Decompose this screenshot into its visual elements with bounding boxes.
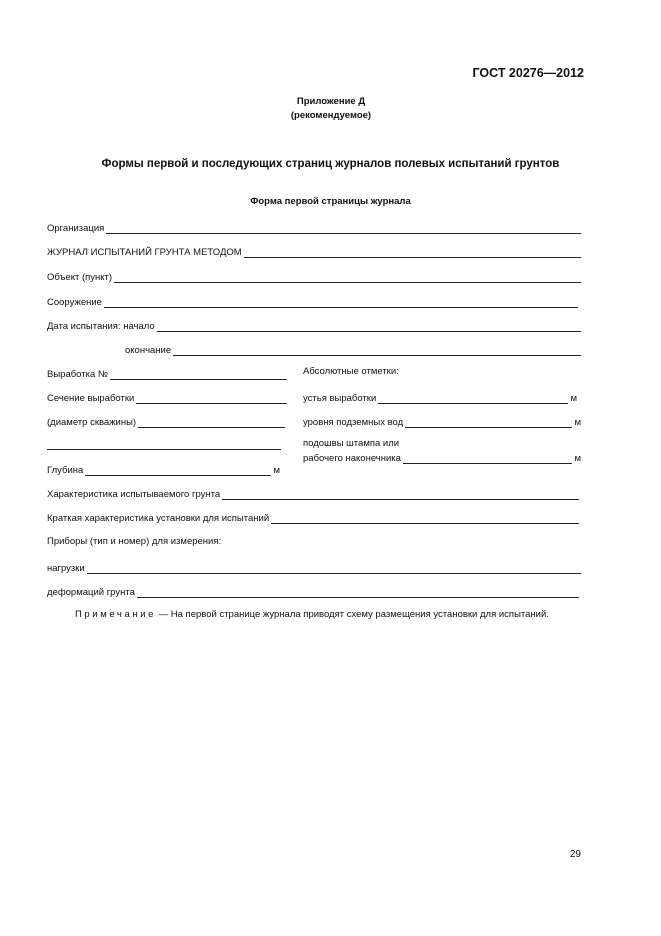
organization-field[interactable]	[106, 223, 581, 234]
journal-row	[47, 244, 581, 258]
stamp-unit: м	[574, 453, 581, 464]
excavation-row	[47, 366, 287, 380]
diameter-field[interactable]	[138, 417, 285, 428]
groundwater-label: уровня подземных вод	[303, 417, 404, 428]
depth-label: Глубина	[47, 465, 84, 476]
stamp-label-line2: рабочего наконечника	[303, 453, 401, 464]
appendix-title: Приложение Д	[296, 96, 366, 107]
section-label: Сечение выработки	[47, 393, 135, 404]
note	[75, 609, 549, 620]
appendix-status: (рекомендуемое)	[290, 110, 372, 121]
groundwater-row	[303, 414, 581, 428]
journal-method-field[interactable]	[244, 247, 581, 258]
date-end-field[interactable]	[173, 345, 581, 356]
section-title: Формы первой и последующих страниц журналов полевых испытаний грунтов	[101, 158, 560, 170]
stamp-field[interactable]	[403, 453, 573, 464]
blank-row	[47, 436, 281, 450]
excavation-field[interactable]	[110, 369, 287, 380]
depth-unit: м	[273, 465, 280, 476]
diameter-label: (диаметр скважины)	[47, 417, 137, 428]
organization-label: Организация	[47, 223, 105, 234]
mouth-field[interactable]	[378, 393, 568, 404]
note-text: — На первой странице журнала приводят схему размещения установки для испытаний.	[156, 609, 549, 620]
loads-field[interactable]	[87, 563, 581, 574]
standard-code: ГОСТ 20276—2012	[472, 66, 584, 80]
appendix-heading	[266, 95, 396, 123]
structure-field[interactable]	[104, 297, 578, 308]
deformations-field[interactable]	[137, 587, 579, 598]
loads-row	[47, 560, 581, 574]
groundwater-field[interactable]	[405, 417, 572, 428]
date-start-field[interactable]	[157, 321, 581, 332]
soil-char-field[interactable]	[222, 489, 579, 500]
instruments-label: Приборы (тип и номер) для измерения:	[47, 536, 222, 547]
depth-row	[47, 462, 280, 476]
diameter-row	[47, 414, 285, 428]
stamp-row	[303, 450, 581, 464]
deformations-label: деформаций грунта	[47, 587, 135, 598]
depth-field[interactable]	[85, 465, 271, 476]
deformations-row	[47, 584, 579, 598]
date-start-label: Дата испытания: начало	[47, 321, 155, 332]
object-field[interactable]	[114, 272, 581, 283]
abs-marks-label: Абсолютные отметки:	[303, 366, 399, 377]
organization-row	[47, 220, 581, 234]
date-end-label: окончание	[125, 345, 172, 356]
form-title: Форма первой страницы журнала	[250, 196, 411, 207]
rig-char-label: Краткая характеристика установки для испытаний	[47, 513, 270, 524]
section-field[interactable]	[136, 393, 287, 404]
loads-label: нагрузки	[47, 563, 85, 574]
mouth-label: устья выработки	[303, 393, 377, 404]
date-start-row	[47, 318, 581, 332]
stamp-label-line1: подошвы штампа или	[303, 438, 400, 449]
rig-char-field[interactable]	[271, 513, 579, 524]
structure-row	[47, 294, 578, 308]
object-row	[47, 269, 581, 283]
journal-label: ЖУРНАЛ ИСПЫТАНИЙ ГРУНТА МЕТОДОМ	[47, 247, 242, 258]
soil-char-label: Характеристика испытываемого грунта	[47, 489, 221, 500]
object-label: Объект (пункт)	[47, 272, 113, 283]
structure-label: Сооружение	[47, 297, 102, 308]
note-label: Примечание	[75, 609, 156, 620]
blank-field[interactable]	[47, 439, 281, 450]
mouth-row	[303, 390, 577, 404]
page-number: 29	[569, 849, 581, 860]
groundwater-unit: м	[574, 417, 581, 428]
soil-char-row	[47, 486, 579, 500]
mouth-unit: м	[570, 393, 577, 404]
excavation-label: Выработка №	[47, 369, 109, 380]
section-row	[47, 390, 287, 404]
rig-char-row	[47, 510, 579, 524]
date-end-row	[125, 342, 581, 356]
